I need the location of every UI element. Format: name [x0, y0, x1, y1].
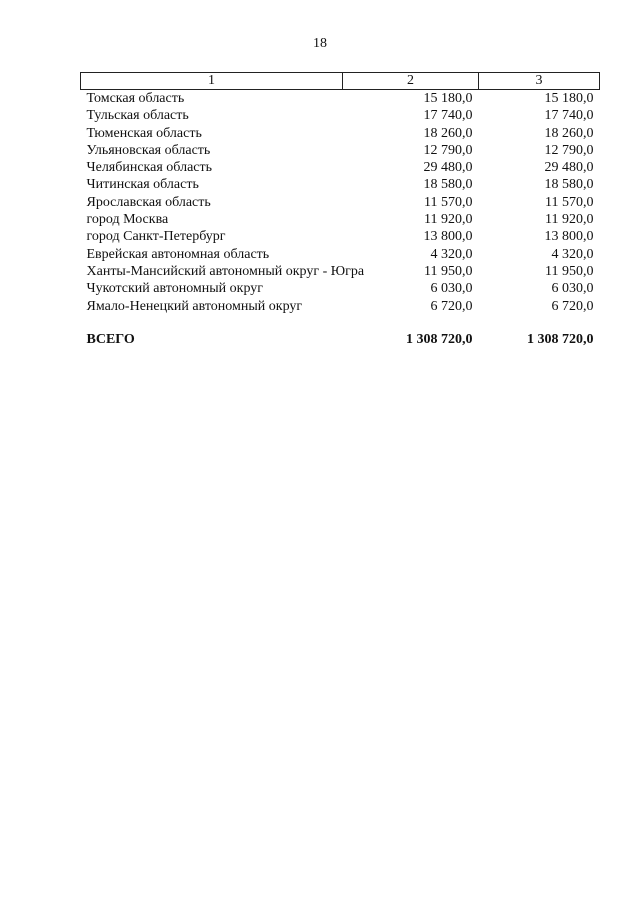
table-row	[81, 280, 600, 297]
value-col-2: 29 480,0	[423, 160, 473, 176]
value-col-2: 13 800,0	[423, 229, 473, 245]
value-col-2: 4 320,0	[430, 246, 473, 262]
value-col-3: 15 180,0	[544, 91, 594, 106]
value-col-2: 18 580,0	[423, 177, 473, 193]
allocation-table	[80, 72, 600, 348]
value-col-3: 17 740,0	[544, 108, 594, 124]
value-col-2: 11 920,0	[424, 212, 473, 228]
region-name: Ханты-Мансийский автономный округ - Югра	[86, 263, 365, 279]
total-row	[81, 331, 600, 348]
table-row	[81, 107, 600, 124]
table-row	[81, 159, 600, 176]
value-col-3: 6 030,0	[551, 281, 594, 297]
region-name: Ярославская область	[86, 194, 211, 210]
table-row	[81, 246, 600, 263]
region-name: Тульская область	[86, 108, 189, 124]
total-col-2: 1 308 720,0	[406, 331, 473, 347]
header-col-1: 1	[81, 73, 343, 90]
region-name: Ямало-Ненецкий автономный округ	[86, 298, 303, 314]
value-col-2: 11 570,0	[424, 194, 473, 210]
value-col-2: 12 790,0	[423, 142, 473, 158]
table-row	[81, 176, 600, 193]
value-col-2: 17 740,0	[423, 108, 473, 124]
spacer-row	[81, 315, 600, 331]
header-col-2: 2	[343, 73, 479, 90]
total-label: ВСЕГО	[86, 331, 135, 347]
value-col-3: 11 950,0	[545, 263, 594, 279]
value-col-2: 15 180,0	[423, 91, 473, 106]
region-name: Еврейская автономная область	[86, 246, 270, 262]
value-col-2: 6 720,0	[430, 298, 473, 314]
value-col-3: 13 800,0	[544, 229, 594, 245]
value-col-2: 6 030,0	[430, 281, 473, 297]
table-row	[81, 142, 600, 159]
table-header-row	[81, 73, 600, 90]
region-name: Ульяновская область	[86, 142, 211, 158]
region-name: Читинская область	[86, 177, 199, 193]
value-col-3: 18 580,0	[544, 177, 594, 193]
value-col-3: 12 790,0	[544, 142, 594, 158]
table-row	[81, 228, 600, 245]
value-col-3: 4 320,0	[551, 246, 594, 262]
table-row	[81, 125, 600, 142]
table-row	[81, 211, 600, 228]
table-row	[81, 298, 600, 315]
region-name: Чукотский автономный округ	[86, 281, 264, 297]
value-col-3: 29 480,0	[544, 160, 594, 176]
value-col-3: 6 720,0	[551, 298, 594, 314]
region-name: город Санкт-Петербург	[86, 229, 226, 245]
table-row	[81, 263, 600, 280]
value-col-3: 11 920,0	[545, 212, 594, 228]
table-row	[81, 90, 600, 108]
region-name: Тюменская область	[86, 125, 202, 141]
header-col-3: 3	[479, 73, 600, 90]
total-col-3: 1 308 720,0	[527, 331, 594, 347]
table-row	[81, 194, 600, 211]
region-name: Томская область	[86, 91, 185, 106]
value-col-3: 11 570,0	[545, 194, 594, 210]
value-col-2: 11 950,0	[424, 263, 473, 279]
region-name: город Москва	[86, 212, 169, 228]
value-col-2: 18 260,0	[423, 125, 473, 141]
region-name: Челябинская область	[86, 160, 212, 176]
page-number: 18	[313, 36, 327, 51]
table-body	[81, 90, 600, 349]
value-col-3: 18 260,0	[544, 125, 594, 141]
